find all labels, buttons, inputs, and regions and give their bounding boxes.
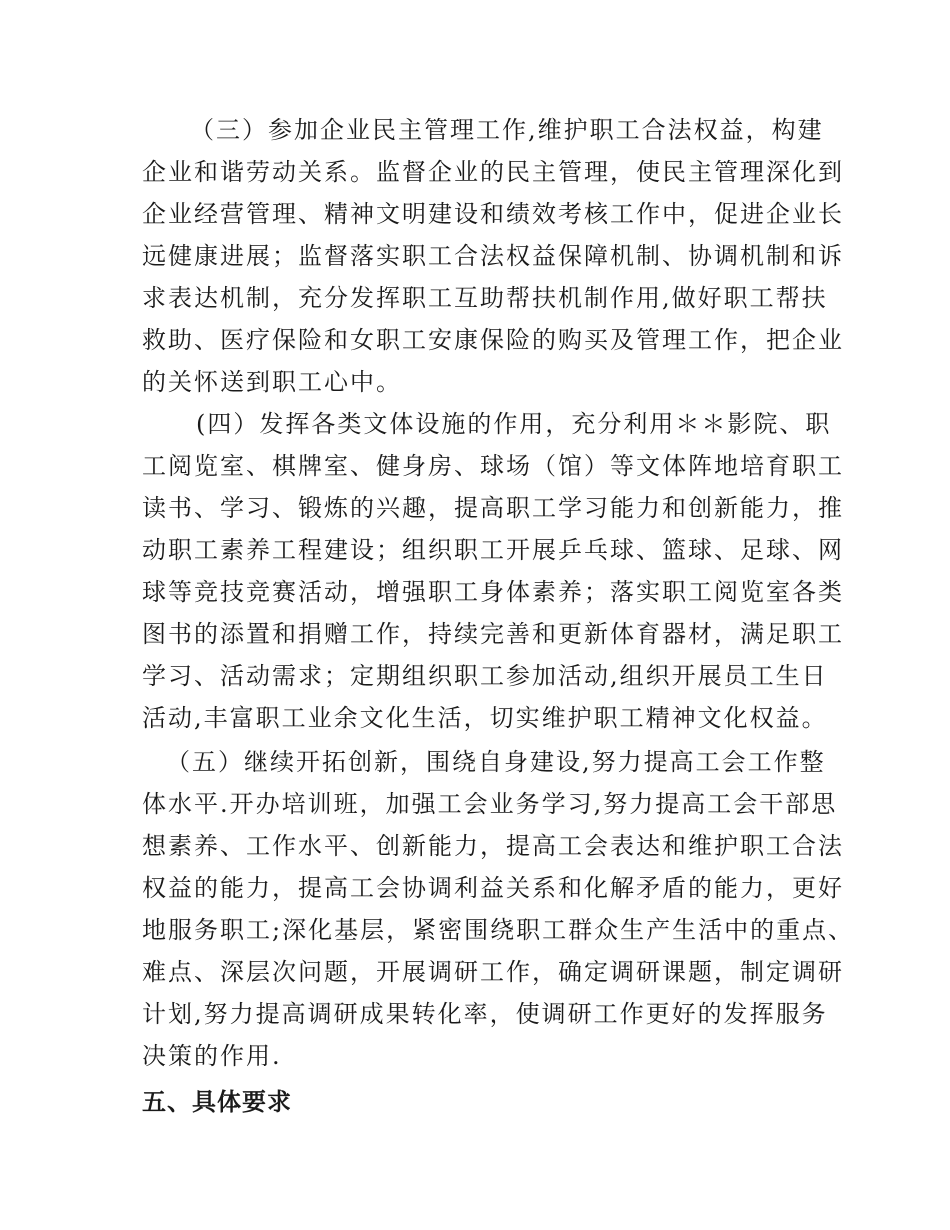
paragraph-3-line-1: （三）参加企业民主管理工作,维护职工合法权益，构建: [190, 116, 824, 144]
paragraph-3-line-5: 求表达机制，充分发挥职工互助帮扶机制作用,做好职工帮扶: [142, 284, 828, 312]
section-heading: 五、具体要求: [142, 1088, 292, 1116]
paragraph-4-line-5: 球等竞技竞赛活动，增强职工身体素养；落实职工阅览室各类: [142, 578, 844, 606]
paragraph-4-line-8: 活动,丰富职工业余文化生活，切实维护职工精神文化权益。: [142, 704, 828, 732]
paragraph-5-line-1: （五）继续开拓创新，围绕自身建设,努力提高工会工作整: [166, 748, 826, 776]
paragraph-4-line-7: 学习、活动需求；定期组织职工参加活动,组织开展员工生日: [142, 662, 828, 690]
paragraph-5-line-4: 权益的能力，提高工会协调利益关系和化解矛盾的能力，更好: [142, 874, 844, 902]
paragraph-5-line-7: 计划,努力提高调研成果转化率，使调研工作更好的发挥服务: [142, 1000, 828, 1028]
paragraph-3-line-7: 的关怀送到职工心中。: [142, 368, 402, 396]
paragraph-4-line-4: 动职工素养工程建设；组织职工开展乒乓球、篮球、足球、网: [142, 536, 844, 564]
paragraph-5-line-6: 难点、深层次问题，开展调研工作，确定调研课题，制定调研: [142, 958, 844, 986]
paragraph-5-line-2: 体水平.开办培训班，加强工会业务学习,努力提高工会干部思: [142, 790, 838, 818]
paragraph-5-line-3: 想素养、工作水平、创新能力，提高工会表达和维护职工合法: [142, 832, 844, 860]
paragraph-3-line-4: 远健康进展；监督落实职工合法权益保障机制、协调机制和诉: [142, 242, 844, 270]
paragraph-3-line-2: 企业和谐劳动关系。监督企业的民主管理，使民主管理深化到: [142, 158, 844, 186]
paragraph-4-line-3: 读书、学习、锻炼的兴趣，提高职工学习能力和创新能力，推: [142, 494, 844, 522]
paragraph-4-line-2: 工阅览室、棋牌室、健身房、球场（馆）等文体阵地培育职工: [142, 452, 844, 480]
paragraph-4-line-1: (四）发挥各类文体设施的作用，充分利用＊＊影院、职: [196, 410, 832, 438]
paragraph-5-line-5: 地服务职工;深化基层，紧密围绕职工群众生产生活中的重点、: [142, 916, 855, 944]
paragraph-3-line-6: 救助、医疗保险和女职工安康保险的购买及管理工作，把企业: [142, 326, 844, 354]
paragraph-4-line-6: 图书的添置和捐赠工作，持续完善和更新体育器材，满足职工: [142, 620, 844, 648]
paragraph-3-line-3: 企业经营管理、精神文明建设和绩效考核工作中，促进企业长: [142, 200, 844, 228]
paragraph-5-line-8: 决策的作用.: [142, 1042, 282, 1070]
